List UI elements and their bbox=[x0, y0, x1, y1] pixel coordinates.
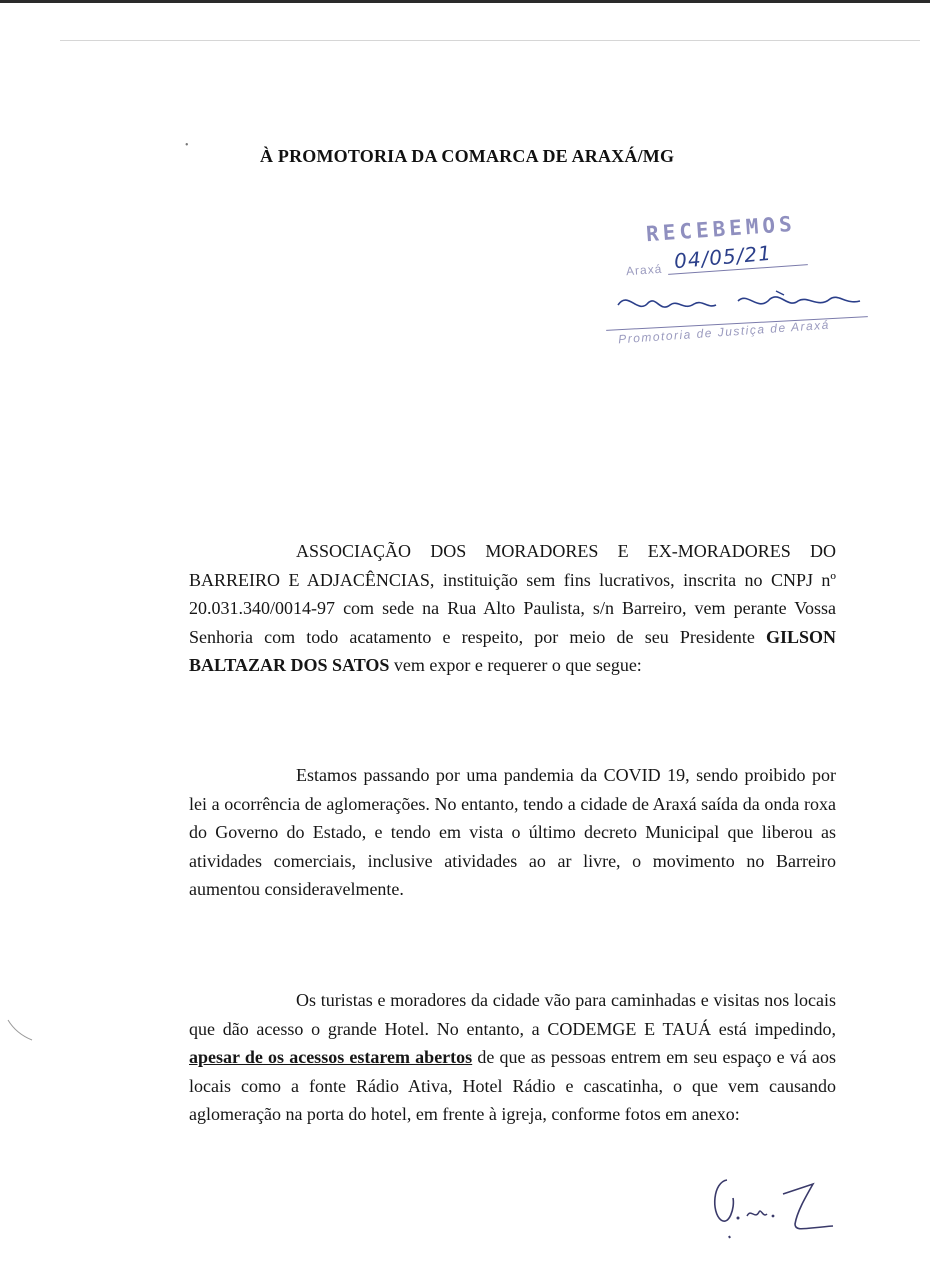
paragraph-access-text-2: de que as pessoas entrem em seu espaço e vá aos locais como a fonte Rádio Ativa, Hotel Rádio e cascatinha, o que vem causando aglomeração na porta do hotel, em frente à igreja, conforme fotos em anexo: bbox=[189, 1047, 837, 1125]
scan-top-edge bbox=[0, 0, 930, 3]
received-stamp bbox=[598, 205, 878, 355]
scan-artifact-line bbox=[60, 40, 920, 41]
document-heading: À PROMOTORIA DA COMARCA DE ARAXÁ/MG bbox=[260, 146, 675, 166]
stamp-city: Araxá bbox=[625, 261, 663, 279]
paragraph-access-text-1: Os turistas e moradores da cidade vão para caminhadas e visitas nos locais que dão acesso o grande Hotel. No entanto, a CODEMGE E TAUÁ está impedindo, bbox=[189, 990, 836, 1039]
paragraph-access-emphasis: apesar de os acessos estarem abertos bbox=[189, 1047, 473, 1068]
scan-speck: • bbox=[185, 140, 189, 151]
paragraph-introduction-text-1: ASSOCIAÇÃO DOS MORADORES E EX-MORADORES DO BARREIRO E ADJACÊNCIAS, instituição sem fins lucrativos, inscrita no CNPJ nº 20.031.340/0014-97 com sede na Rua Alto Paulista, s/n Barreiro, vem perante Vossa Senhoria com todo acatamento e respeito, por meio de seu Presidente bbox=[189, 541, 836, 647]
paragraph-pandemic bbox=[189, 761, 836, 904]
initials-signature bbox=[705, 1168, 855, 1248]
stamp-title: RECEBEMOS bbox=[645, 211, 797, 247]
stamp-office: Promotoria de Justiça de Araxá bbox=[617, 317, 831, 347]
president-name: GILSON BALTAZAR DOS SATOS bbox=[189, 626, 836, 676]
paragraph-introduction-text-2: vem expor e requerer o que segue: bbox=[389, 655, 642, 676]
stamp-date: 04/05/21 bbox=[673, 240, 773, 274]
paragraph-access bbox=[189, 986, 836, 1129]
scan-edge-mark bbox=[6, 1018, 36, 1048]
paragraph-introduction bbox=[189, 537, 836, 680]
paragraph-pandemic-text: Estamos passando por uma pandemia da COVID 19, sendo proibido por lei a ocorrência de aglomerações. No entanto, tendo a cidade de Araxá saída da onda roxa do Governo do Estado, e tendo em vista o último decreto Municipal que liberou as atividades comerciais, inclusive atividades ao ar livre, o movimento no Barreiro aumentou consideravelmente. bbox=[189, 765, 836, 900]
